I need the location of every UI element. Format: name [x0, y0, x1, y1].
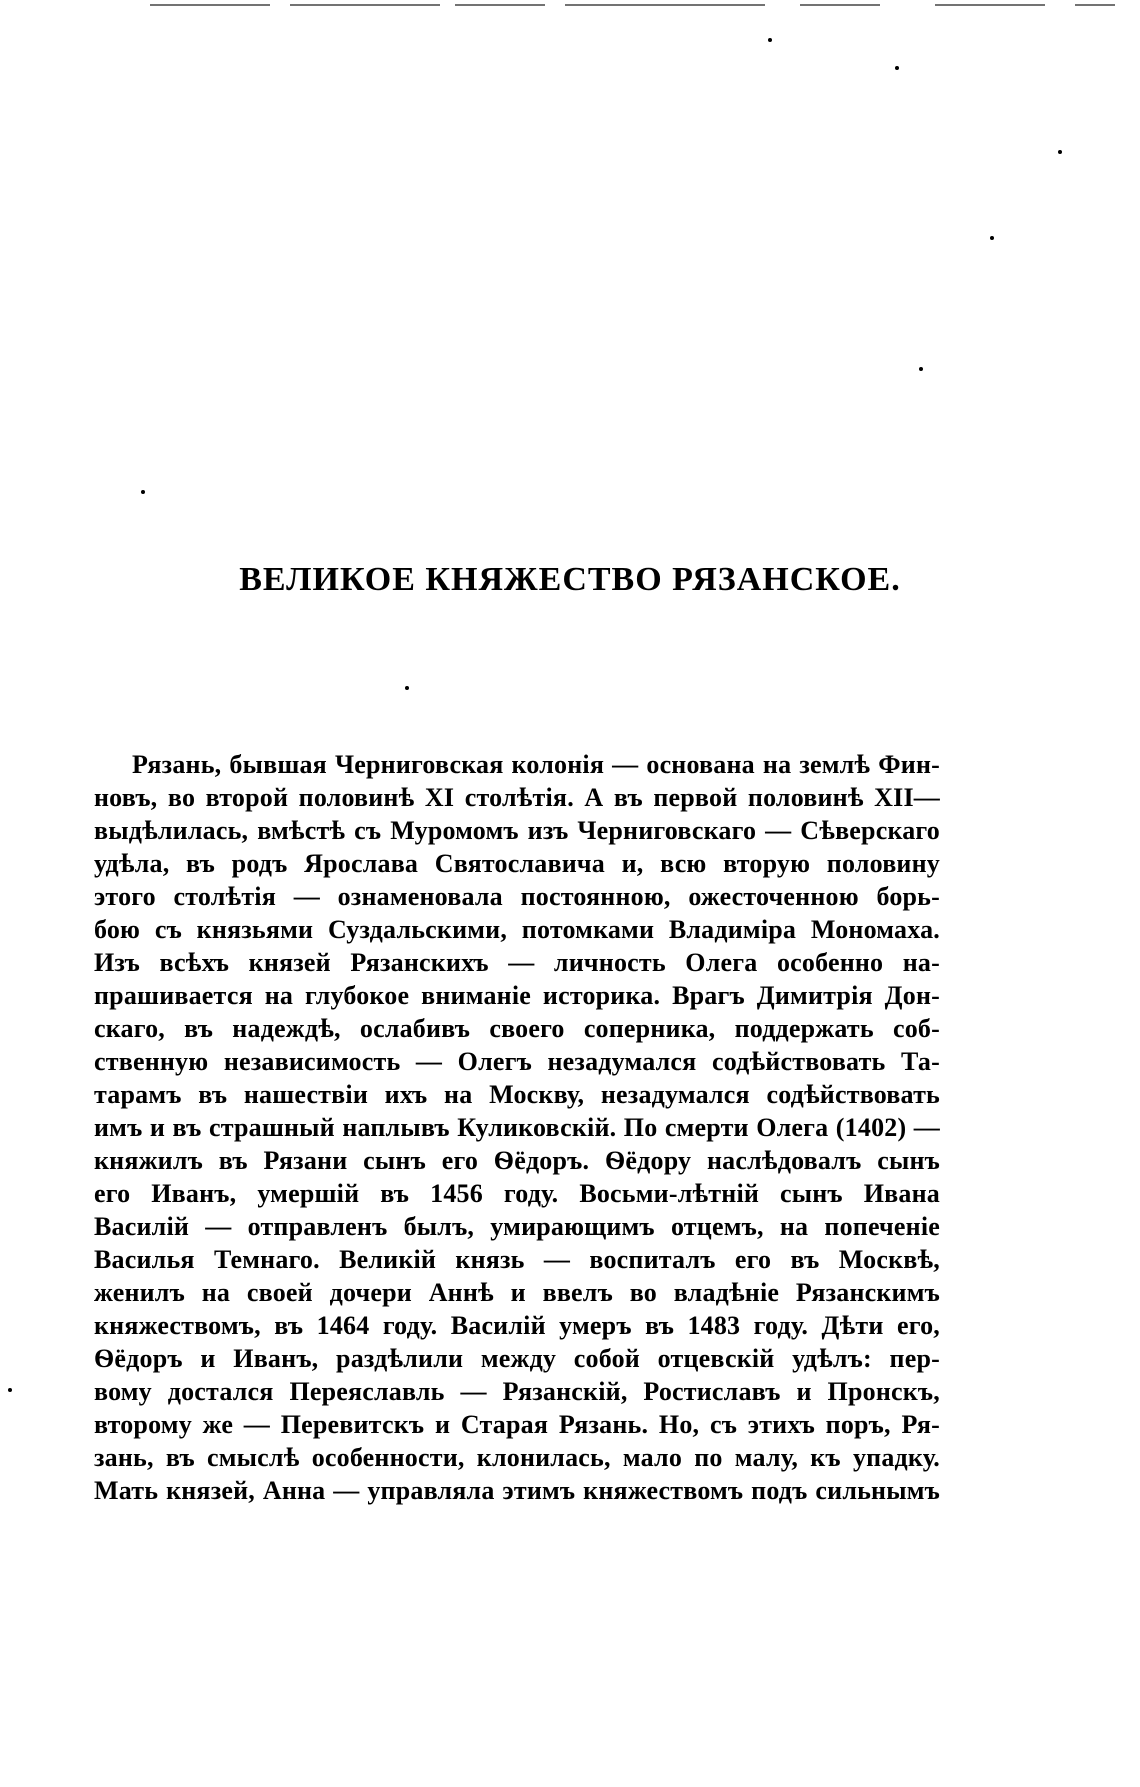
text-line: этого столѣтія — ознаменовала постоянною, ожесточенною борь- [94, 882, 940, 911]
text-line: тарамъ въ нашествіи ихъ на Москву, незадумался содѣйствовать [94, 1080, 940, 1109]
text-line: княжествомъ, въ 1464 году. Василій умеръ въ 1483 году. Дѣти его, [94, 1311, 940, 1340]
text-line: Рязань, бывшая Черниговская колонія — основана на землѣ Фин- [132, 750, 940, 779]
scan-artifact-rule [290, 4, 440, 6]
text-line: бою съ князьями Суздальскими, потомками Владиміра Мономаха. [94, 915, 940, 944]
scan-speck [1058, 150, 1062, 154]
text-line: Ѳёдоръ и Иванъ, раздѣлили между собой отцевскій удѣлъ: пер- [94, 1344, 940, 1373]
scan-artifact-rule [935, 4, 1045, 6]
text-line: второму же — Перевитскъ и Старая Рязань. Но, съ этихъ поръ, Ря- [94, 1410, 940, 1439]
scan-speck [768, 38, 772, 42]
scan-speck [405, 686, 409, 690]
text-line: его Иванъ, умершій въ 1456 году. Восьми-лѣтній сынъ Ивана [94, 1179, 940, 1208]
text-line: удѣла, въ родъ Ярослава Святославича и, всю вторую половину [94, 849, 940, 878]
scan-speck [895, 66, 899, 70]
text-line: женилъ на своей дочери Аннѣ и ввелъ во владѣніе Рязанскимъ [94, 1278, 940, 1307]
text-line: Василья Темнаго. Великій князь — воспиталъ его въ Москвѣ, [94, 1245, 940, 1274]
chapter-title: ВЕЛИКОЕ КНЯЖЕСТВО РЯЗАНСКОЕ. [239, 561, 901, 598]
text-line: Мать князей, Анна — управляла этимъ княжествомъ подъ сильнымъ [94, 1476, 940, 1505]
scan-artifact-rule [150, 4, 270, 6]
body-paragraph [94, 748, 940, 1507]
scan-artifact-rule [565, 4, 765, 6]
scan-artifact-rule [455, 4, 545, 6]
text-line: скаго, въ надеждѣ, ослабивъ своего соперника, поддержать соб- [94, 1014, 940, 1043]
text-line: Изъ всѣхъ князей Рязанскихъ — личность Олега особенно на- [94, 948, 940, 977]
text-line: новъ, во второй половинѣ XI столѣтія. А въ первой половинѣ XII— [94, 783, 940, 812]
text-line: имъ и въ страшный наплывъ Куликовскій. По смерти Олега (1402) — [94, 1113, 940, 1142]
scan-speck [919, 367, 923, 371]
scan-artifact-rule [1075, 4, 1115, 6]
text-line: ственную независимость — Олегъ незадумался содѣйствовать Та- [94, 1047, 940, 1076]
text-line: вому достался Переяславль — Рязанскій, Ростиславъ и Пронскъ, [94, 1377, 940, 1406]
text-line: зань, въ смыслѣ особенности, клонилась, мало по малу, къ упадку. [94, 1443, 940, 1472]
scan-artifact-rule [800, 4, 880, 6]
scan-speck [141, 490, 145, 494]
text-line: прашивается на глубокое вниманіе историка. Врагъ Димитрія Дон- [94, 981, 940, 1010]
text-line: выдѣлилась, вмѣстѣ съ Муромомъ изъ Черниговскаго — Сѣверскаго [94, 816, 940, 845]
text-line: Василій — отправленъ былъ, умирающимъ отцемъ, на попеченіе [94, 1212, 940, 1241]
text-line: княжилъ въ Рязани сынъ его Ѳёдоръ. Ѳёдору наслѣдовалъ сынъ [94, 1146, 940, 1175]
scan-speck [990, 236, 994, 240]
scan-speck [8, 1388, 12, 1392]
